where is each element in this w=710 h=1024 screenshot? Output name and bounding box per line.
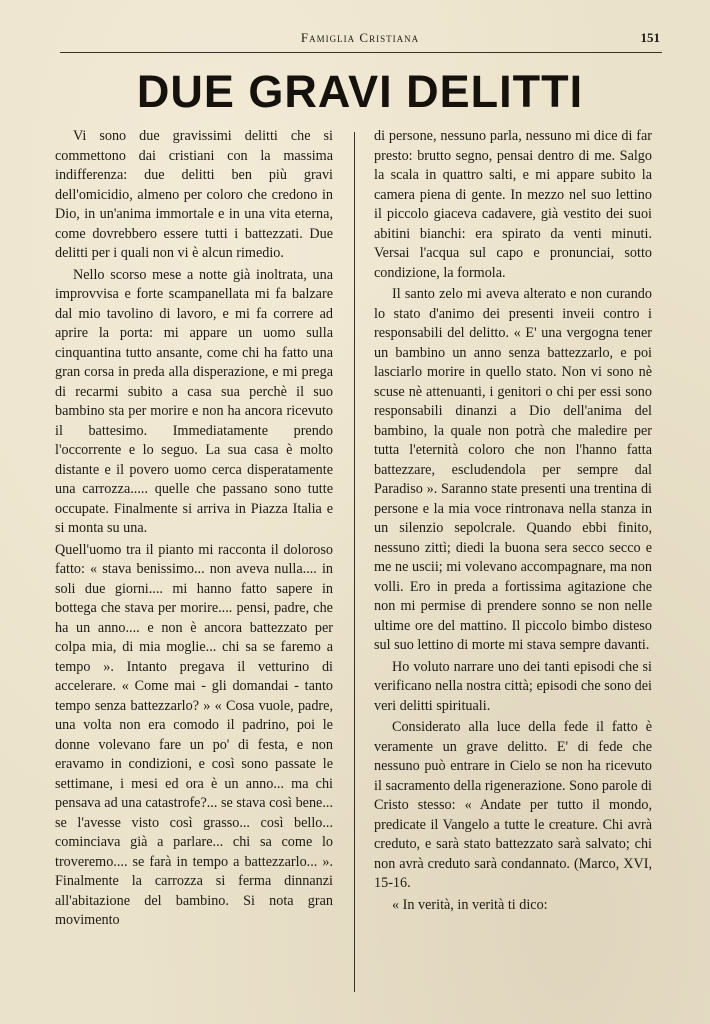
paragraph: di persone, nessuno parla, nessuno mi dice di far presto: brutto segno, pensai dentro di me. Salgo la scala in quattro salti, e mi appare subito la camera piena di gente. In mezzo nel suo lettino il piccolo giaceva cadavere, già vestito dei suoi abitini bianchi: era spirato da venti minuti. Versai l'acqua sul capo e pronunciai, sotto condizione, la formola. (374, 128, 652, 281)
page-number: 151 (640, 30, 660, 45)
paragraph: Ho voluto narrare uno dei tanti episodi che si verificano nella nostra città; episodi che sono dei veri delitti spirituali. (374, 658, 652, 714)
journal-name: Famiglia Cristiana (300, 30, 420, 45)
paragraph: « In verità, in verità ti dico: (392, 896, 548, 913)
header-rule (60, 52, 662, 53)
paragraph: Il santo zelo mi aveva alterato e non curando lo stato d'animo dei presenti inveii contro i responsabili del delitto. « E' una vergogna tener un bambino un anno senza battezzarlo, e poi lasciarlo morire in quello stato. Non vi sono nè scuse nè attenuanti, i genitori o chi per essi sono responsabili dinanzi a Dio dell'anima del bambino, la quale non potrà che maledire per tutta l'eternità coloro che non l'hanno fatta battezzare, escludendola per sempre dal Paradiso ». Saranno state presenti una trentina di persone e la mia voce rintronava nella stanza in un silenzio sepolcrale. Quando ebbi finito, nessuno zittì; diedi la buona sera secco secco e me ne uscii; mi volevano accompagnare, ma non volli. Ero in preda a fortissima agitazione che non mi permise di prendere sonno se non nelle ultime ore del mattino. Il piccolo bimbo disteso sul suo lettino di morte mi stava sempre davanti. (374, 286, 652, 653)
left-column (55, 127, 333, 933)
paragraph: Vi sono due gravissimi delitti che si commettono dai cristiani con la massima indifferenza: due delitti ben più gravi dell'omicidio, almeno per coloro che credono in Dio, in un'anima immortale e in una vita eterna, come dovrebbero essere tutti i battezzati. Due delitti per i quali non vi è alcun rimedio. (55, 128, 333, 261)
running-head (60, 30, 660, 52)
article-title: DUE GRAVI DELITTI (136, 66, 584, 117)
right-column (374, 127, 652, 917)
paragraph: Considerato alla luce della fede il fatto è veramente un grave delitto. E' di fede che nessuno può entrare in Cielo se non ha ricevuto il sacramento della rigenerazione. Sono parole di Cristo stesso: « Andate per tutto il mondo, predicate il Vangelo a tutte le creature. Chi avrà creduto, e sarà stato battezzato sarà salvato; chi non avrà creduto sarà condannato. (Marco, XVI, 15-16. (374, 719, 652, 891)
column-divider (354, 132, 355, 992)
paragraph: Quell'uomo tra il pianto mi racconta il doloroso fatto: « stava benissimo... non aveva nulla.... in soli due giorni.... mi hanno fatto sapere in bottega che stava per morire.... pensi, padre, che ha un anno.... e non è ancora battezzato per colpa mia, di mia moglie... chi sa se faremo a tempo ». Intanto pregava il vetturino di accelerare. « Come mai - gli domandai - tanto tempo senza battezzarlo? » « Cosa vuole, padre, una volta non era comodo il padrino, poi le donne volevano fare un po' di festa, e non eravamo in condizioni, e così sono passate le settimane, i mesi ed ora è un anno... ma chi pensava ad una catastrofe?... se stava così bene... se l'avesse visto così grasso... così bello... cominciava già a parlare... chi sa come lo troveremo.... se farà in tempo a battezzarlo... ». Finalmente la carrozza si ferma dinnanzi all'abitazione del bambino. Si nota gran movimento (55, 541, 333, 928)
paragraph: Nello scorso mese a notte già inoltrata, una improvvisa e forte scampanellata mi fa balzare dal mio tavolino di lavoro, e mi fa correre ad aprire la porta: mi appare un uomo sulla cinquantina tutto ansante, come chi ha fatto una gran corsa in preda alla disperazione, e mi prega di recarmi subito a casa sua perchè il suo bambino sta per morire e non ha ancora ricevuto il battesimo. Immediatamente prendo l'occorrente e lo seguo. La sua casa è molto distante e il povero uomo cerca disperatamente una carrozza..... quelle che passano sono tutte occupate. Finalmente si arriva in Piazza Italia e si monta su una. (55, 266, 333, 536)
